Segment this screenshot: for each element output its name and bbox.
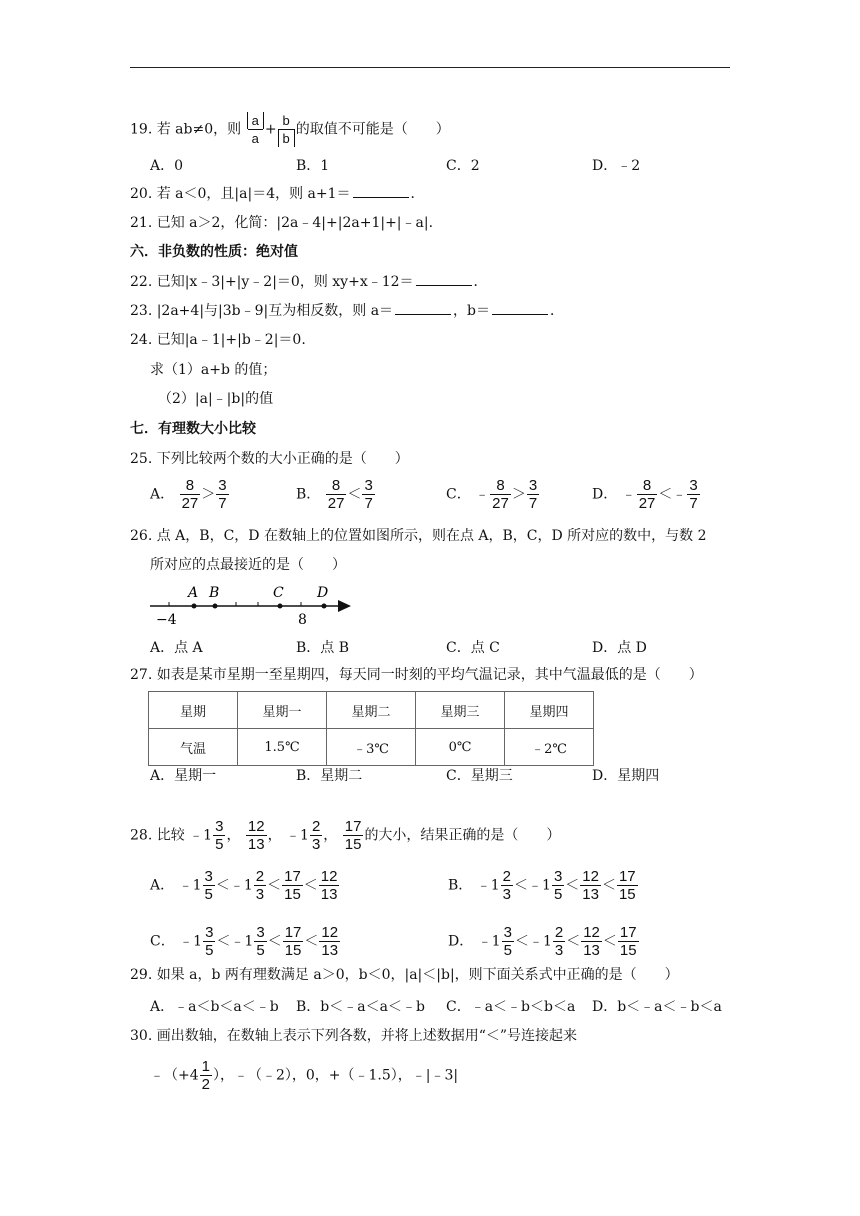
number-line-figure (146, 580, 356, 628)
fraction: $\frac{12}{13}$ (247, 818, 265, 853)
table-cell: ﹣3℃ (327, 729, 416, 766)
question-19: 19. 若 ab≠0，则 $\frac{a}{a}$ + $\frac{b}{b}$ 的取值不可能是（ ） (130, 113, 450, 146)
question-24-part-1: 求（1）a+b 的值； (150, 362, 277, 378)
question-25: 25. 下列比较两个数的大小正确的是（ ） (130, 451, 409, 467)
fraction: $\frac{12}{13}$ (582, 868, 599, 903)
table-cell: 星期二 (327, 692, 416, 729)
header-rule (130, 67, 730, 68)
question-20: 20. 若 a＜0，且|a|＝4，则 a+1＝ ． (130, 186, 425, 202)
fraction: $\frac{8}{27}$ (327, 477, 345, 512)
fraction: $\frac{3}{5}$ (204, 868, 213, 903)
table-cell: 0℃ (416, 729, 505, 766)
q29-option-b[interactable]: B．b＜﹣a＜a＜﹣b (296, 999, 425, 1015)
q26-option-a[interactable]: A．点 A (150, 640, 203, 656)
table-cell: 星期 (149, 692, 238, 729)
q26-option-c[interactable]: C．点 C (446, 640, 500, 656)
point-c (278, 604, 283, 609)
fraction: $\frac{3}{7}$ (528, 477, 538, 512)
table-cell: 星期四 (505, 692, 594, 729)
fraction: $\frac{17}{15}$ (618, 868, 636, 903)
fraction: $\frac{3}{5}$ (205, 924, 214, 959)
fraction: $\frac{3}{5}$ (256, 924, 265, 959)
point-a (192, 604, 197, 609)
fraction: $\frac{2}{3}$ (255, 868, 265, 903)
q26-option-b[interactable]: B．点 B (296, 640, 350, 656)
question-28: 28. 比较 ﹣1 $\frac{3}{5}$ ， $\frac{12}{13}$ ， ﹣1 $\frac{2}{3}$ ， $\frac{17}{15}$ 的大小，结果正确的是（ ） (130, 818, 561, 853)
table-cell: 1.5℃ (238, 729, 327, 766)
q28-option-b[interactable]: B． ﹣1 $\frac{2}{3}$ ＜﹣1 $\frac{3}{5}$ ＜ $\frac{12}{13}$ ＜ $\frac{17}{15}$ (448, 868, 636, 903)
label-d: D (317, 585, 329, 601)
fraction: $\frac{17}{15}$ (284, 924, 302, 959)
section-heading-6: 六．非负数的性质：绝对值 (130, 244, 298, 260)
question-22: 22. 已知|x﹣3|+|y﹣2|＝0，则 xy+x﹣12＝ ． (130, 274, 488, 290)
q25-option-b[interactable]: B． $\frac{8}{27}$ ＜ $\frac{3}{7}$ (296, 477, 373, 512)
table-row (149, 729, 594, 766)
table-cell: ﹣2℃ (505, 729, 594, 766)
q19-option-a[interactable]: A．0 (150, 158, 184, 174)
arrow-head-icon (338, 600, 351, 612)
q29-option-c[interactable]: C．﹣a＜﹣b＜b＜a (446, 999, 576, 1015)
fraction: $\frac{17}{15}$ (284, 868, 301, 903)
q29-option-a[interactable]: A．﹣a＜b＜a＜﹣b (150, 999, 279, 1015)
fraction: $\frac{2}{3}$ (502, 868, 512, 903)
table-header-row (149, 692, 594, 729)
fraction: $\frac{17}{15}$ (619, 924, 637, 959)
fraction: $\frac{2}{3}$ (311, 818, 321, 853)
fraction: $\frac{3}{5}$ (553, 868, 563, 903)
fraction: $\frac{3}{5}$ (503, 924, 512, 959)
question-30: 30. 画出数轴，在数轴上表示下列各数，并将上述数据用“＜”号连接起来 (130, 1028, 578, 1044)
fraction: $\frac{12}{13}$ (321, 924, 339, 959)
fraction: $\frac{3}{7}$ (689, 477, 698, 512)
fraction: $\frac{3}{7}$ (218, 477, 227, 512)
table-cell: 星期三 (416, 692, 505, 729)
q25-option-a[interactable]: A． $\frac{8}{27}$ ＞ $\frac{3}{7}$ (150, 477, 227, 512)
q27-option-a[interactable]: A．星期一 (150, 768, 217, 784)
label-b: B (209, 585, 220, 601)
fraction: $\frac{12}{13}$ (583, 924, 600, 959)
answer-blank-a[interactable] (395, 302, 451, 315)
question-26-line-2: 所对应的点最接近的是（ ） (150, 557, 346, 573)
q19-option-d[interactable]: D．﹣2 (592, 158, 641, 174)
q19-option-c[interactable]: C．2 (446, 158, 480, 174)
question-24-part-2: （2）|a|﹣|b|的值 (158, 391, 274, 407)
point-d (322, 604, 327, 609)
fraction: $\frac{3}{7}$ (364, 477, 373, 512)
point-b (213, 604, 218, 609)
fraction: $\frac{2}{3}$ (554, 924, 564, 959)
fraction: $\frac{8}{27}$ (638, 477, 656, 512)
temperature-table (148, 691, 594, 766)
fraction: $\frac{1}{2}$ (201, 1058, 210, 1093)
fraction: $\frac{8}{27}$ (181, 477, 199, 512)
q29-option-d[interactable]: D．b＜﹣a＜﹣b＜a (592, 999, 722, 1015)
question-23: 23. |2a+4|与|3b﹣9|互为相反数，则 a＝ ，b＝ ． (130, 303, 565, 319)
q28-option-d[interactable]: D． ﹣1 $\frac{3}{5}$ ＜﹣1 $\frac{2}{3}$ ＜ $\frac{12}{13}$ ＜ $\frac{17}{15}$ (448, 924, 637, 959)
question-24: 24. 已知|a﹣1|+|b﹣2|＝0. (130, 332, 306, 348)
q19-option-b[interactable]: B．1 (296, 158, 330, 174)
q25-option-c[interactable]: C． ﹣ $\frac{8}{27}$ ＞ $\frac{3}{7}$ (446, 477, 538, 512)
q26-option-d[interactable]: D．点 D (592, 640, 647, 656)
tick-label-left: −4 (156, 612, 177, 628)
q25-option-d[interactable]: D． ﹣ $\frac{8}{27}$ ＜﹣ $\frac{3}{7}$ (592, 477, 698, 512)
question-30-expression: ﹣（+4 $\frac{1}{2}$ ），﹣（﹣2），0，+（﹣1.5），﹣|﹣3| (150, 1058, 459, 1093)
fraction: $\frac{17}{15}$ (344, 818, 362, 853)
q28-option-c[interactable]: C． ﹣1 $\frac{3}{5}$ ＜﹣1 $\frac{3}{5}$ ＜ $\frac{17}{15}$ ＜ $\frac{12}{13}$ (150, 924, 339, 959)
question-21: 21. 已知 a＞2，化简：|2a﹣4|+|2a+1|+|﹣a|. (130, 215, 434, 231)
label-c: C (273, 585, 284, 601)
answer-blank[interactable] (353, 185, 409, 198)
answer-blank[interactable] (416, 273, 472, 286)
fraction: $\frac{8}{27}$ (492, 477, 509, 512)
question-26-line-1: 26. 点 A，B，C，D 在数轴上的位置如图所示，则在点 A，B，C，D 所对应的数中，与数 2 (130, 528, 707, 544)
fraction: $\frac{12}{13}$ (320, 868, 338, 903)
fraction: $\frac{3}{5}$ (215, 818, 224, 853)
question-29: 29. 如果 a，b 两有理数满足 a＞0，b＜0，|a|＜|b|，则下面关系式中正确的是（ ） (130, 967, 679, 983)
section-heading-7: 七．有理数大小比较 (130, 421, 256, 437)
answer-blank-b[interactable] (492, 302, 548, 315)
q27-option-d[interactable]: D．星期四 (592, 768, 660, 784)
tick-label-right: 8 (298, 612, 307, 628)
table-cell: 气温 (149, 729, 238, 766)
label-a: A (188, 585, 199, 601)
fraction-b-over-abs-b: $\frac{b}{b}$ (278, 112, 295, 147)
q27-option-b[interactable]: B．星期二 (296, 768, 363, 784)
q27-option-c[interactable]: C．星期三 (446, 768, 513, 784)
q28-option-a[interactable]: A． ﹣1 $\frac{3}{5}$ ＜﹣1 $\frac{2}{3}$ ＜ $\frac{17}{15}$ ＜ $\frac{12}{13}$ (150, 868, 338, 903)
question-27: 27. 如表是某市星期一至星期四，每天同一时刻的平均气温记录，其中气温最低的是（ ） (130, 667, 703, 683)
fraction-abs-a-over-a: $\frac{a}{a}$ (247, 112, 264, 147)
table-cell: 星期一 (238, 692, 327, 729)
